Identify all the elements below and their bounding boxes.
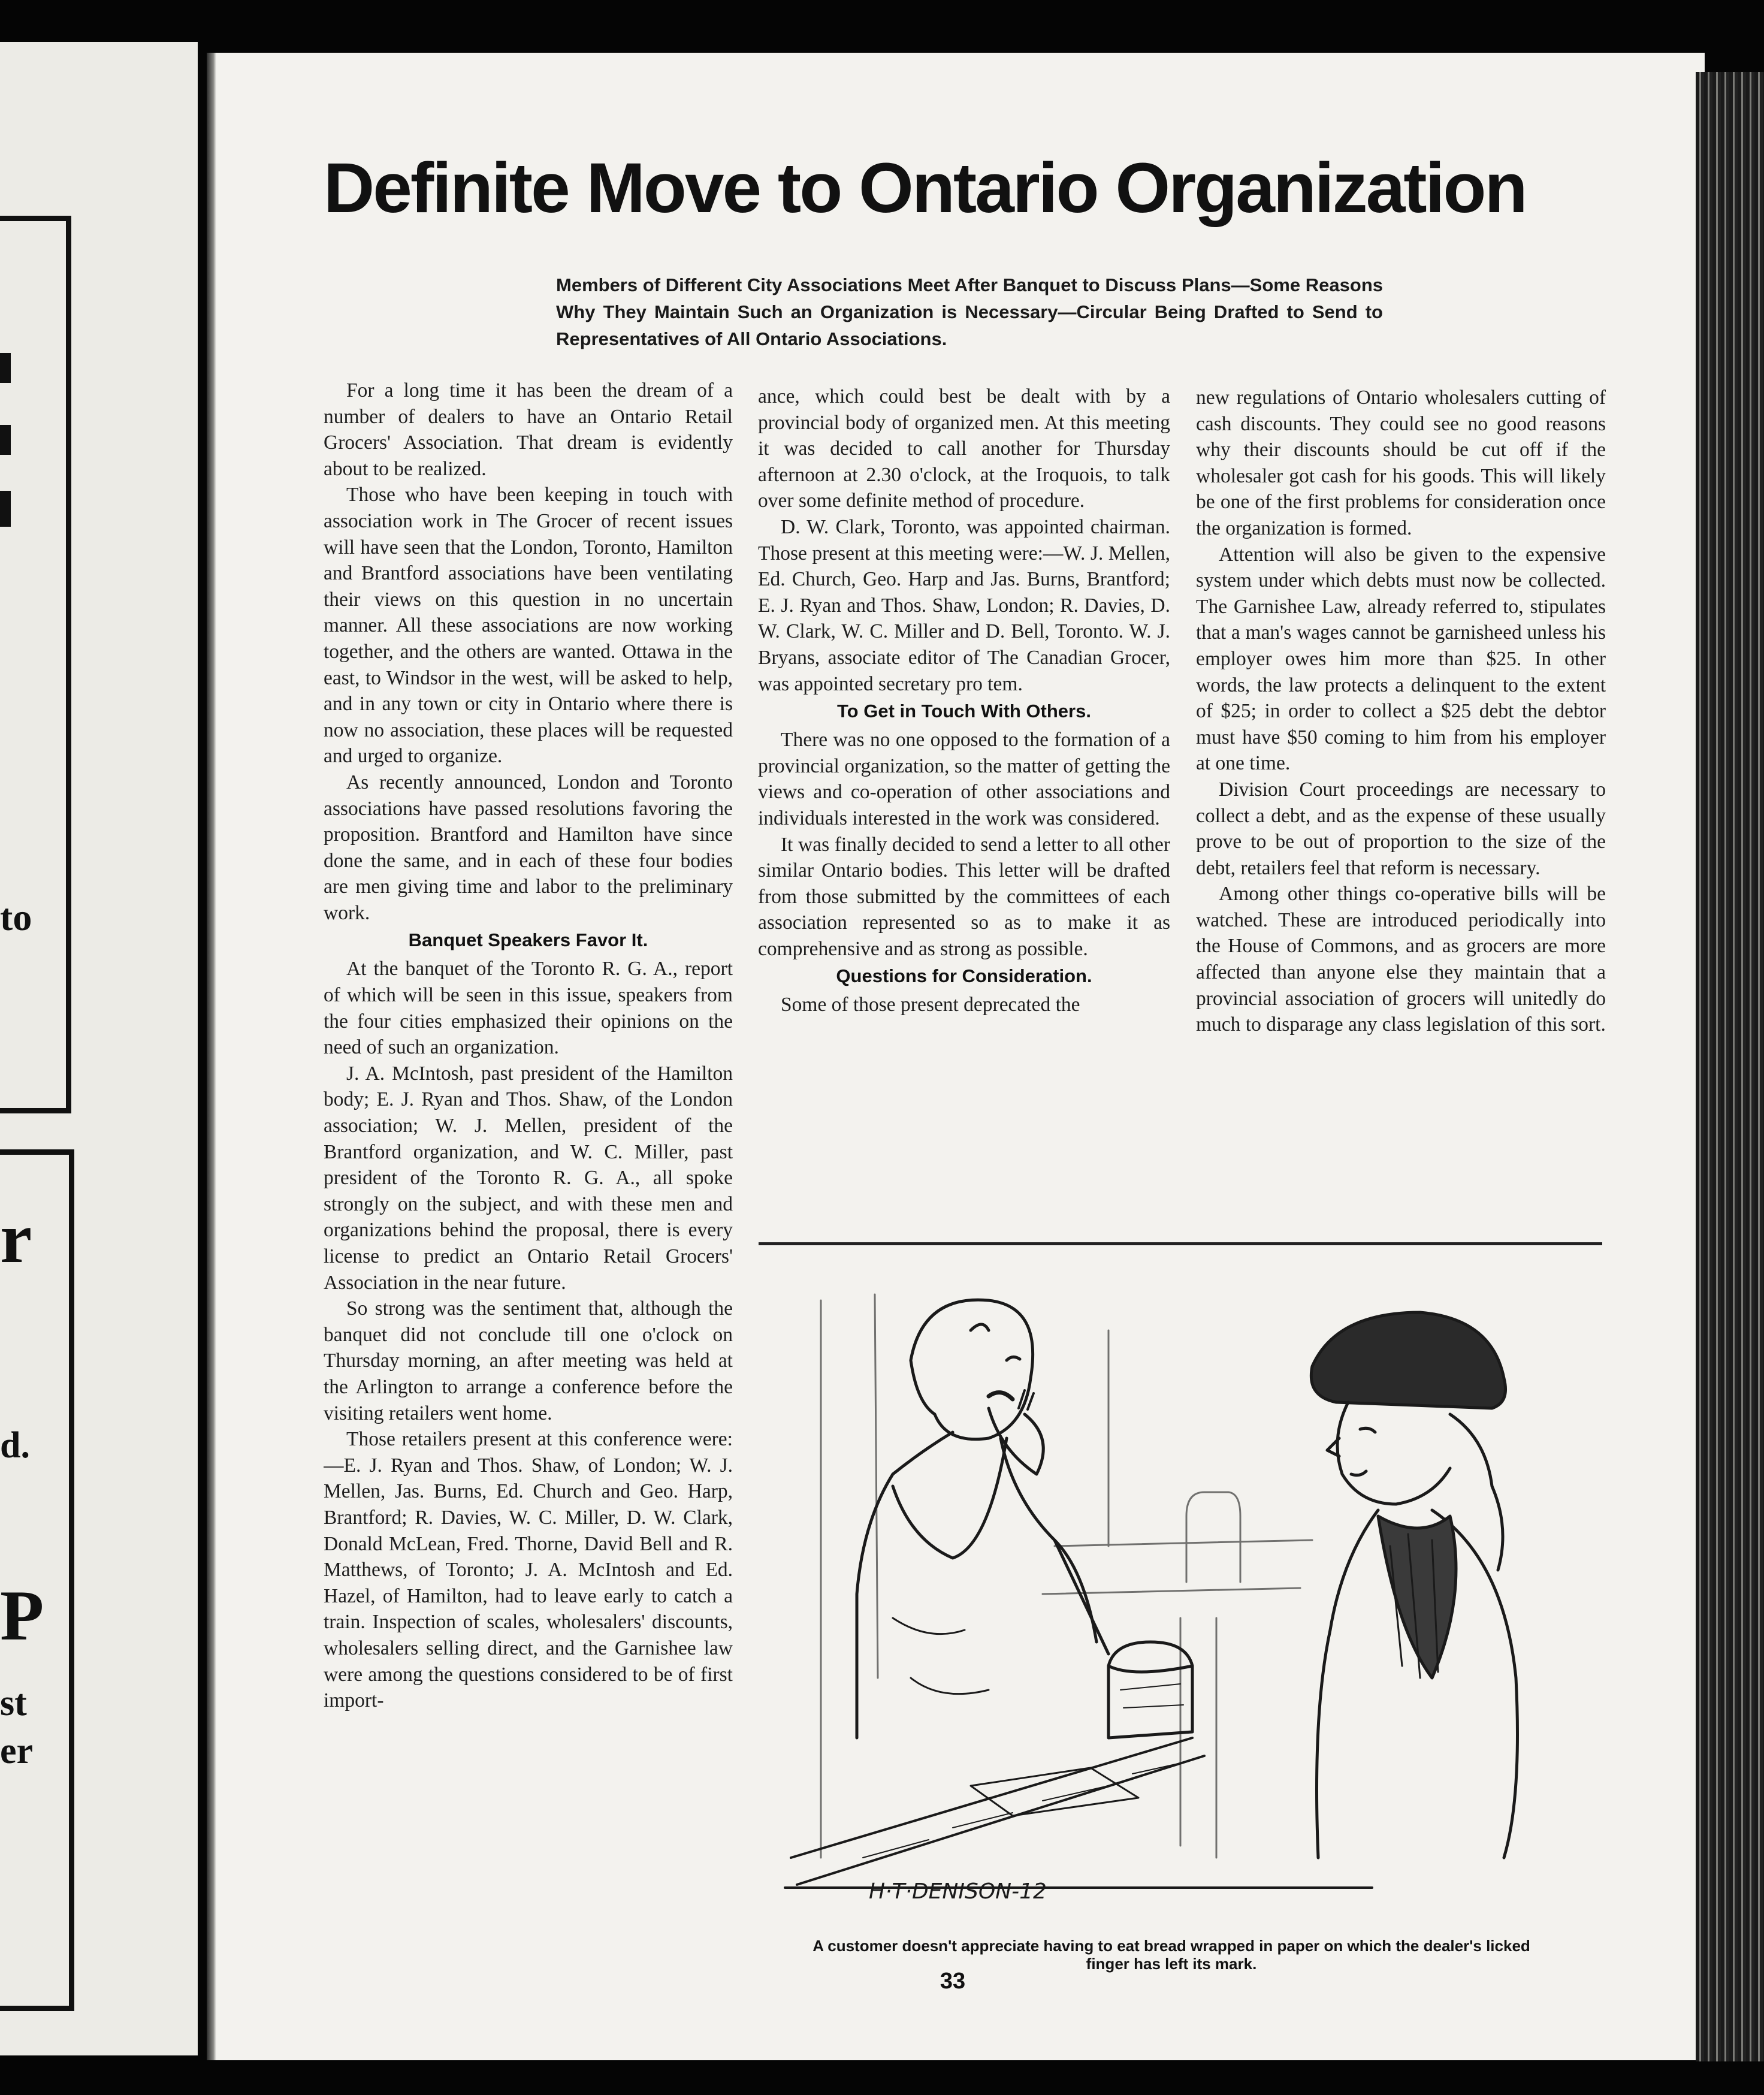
- paragraph: As recently announced, London and Toronto associations have passed resolutions favoring the proposition. Brantford and Hamilton have since done the same, and in each of these four bodies are men giving time and labor to the preliminary work.: [324, 771, 733, 924]
- article-headline: Definite Move to Ontario Organization: [324, 149, 1526, 228]
- advert-fragment: to: [0, 896, 32, 938]
- paragraph: So strong was the sentiment that, although the banquet did not conclude till one o'clock on Thursday morning, an after meeting was held at the Arlington to arrange a conference before the visiting retailers went home.: [324, 1297, 733, 1424]
- text-column-1: [324, 378, 733, 1972]
- paragraph: Some of those present deprecated the: [781, 994, 1080, 1016]
- advert-glyph-bar: [0, 491, 11, 527]
- advert-box-top: [0, 216, 71, 1113]
- advert-glyph-bar: [0, 353, 11, 383]
- artist-signature: H·T·DENISON-12: [869, 1879, 1047, 1904]
- paragraph: It was finally decided to send a letter to all other similar Ontario bodies. This letter will be drafted from those submitted by the committees of each association represented so as to make it as comprehensive and as strong as possible.: [758, 833, 1170, 960]
- paragraph: At the banquet of the Toronto R. G. A., report of which will be seen in this issue, speakers from the four cities emphasized their opinions on the need of such an organization.: [324, 958, 733, 1059]
- paragraph: ance, which could best be dealt with by a provincial body of organized men. At this meeting it was decided to call another for Thursday afternoon at 2.30 o'clock, at the Iroquois, to talk over some definite method of procedure.: [758, 385, 1170, 512]
- paragraph: Division Court proceedings are necessary to collect a debt, and as the expense of these usually prove to be out of proportion to the size of the debt, retailers feel that reform is necessary.: [1196, 778, 1606, 879]
- paragraph: new regulations of Ontario wholesalers cutting of cash discounts. They could see no good reasons why their discounts should be cut off if the wholesaler got cash for his goods. This will likely be one of the first problems for consideration once the organization is formed.: [1196, 387, 1606, 539]
- paragraph: For a long time it has been the dream of a number of dealers to have an Ontario Retail Grocers' Association. That dream is evidently about to be realized.: [324, 379, 733, 480]
- text-column-3: [1196, 385, 1606, 1212]
- cartoon-illustration: [773, 1258, 1576, 1915]
- paragraph: There was no one opposed to the formation of a provincial organization, so the matter of getting the views and co-operation of other associations and individuals interested in the work was considered.: [758, 729, 1170, 829]
- advert-fragment: st: [0, 1683, 27, 1723]
- advert-fragment: d.: [0, 1425, 30, 1466]
- section-divider-rule: [759, 1242, 1602, 1245]
- paragraph: Those retailers present at this conference were:—E. J. Ryan and Thos. Shaw, of London; W. J. Mellen, Jas. Burns, Ed. Church and Geo. Harp, Brantford; R. Davies, W. C. Miller, D. W. Clark, Donald McLean, Fred. Thorne, David Bell and R. Matthews, of Toronto; J. A. McIntosh and Ed. Hazel, of Hamilton, had to leave early to catch a train. Inspection of scales, wholesalers' discounts, wholesalers selling direct, and the Garnishee law were among the questions considered to be of first import-: [324, 1428, 733, 1712]
- paragraph: Those who have been keeping in touch with association work in The Grocer of recent issues will have seen that the London, Toronto, Hamilton and Brantford associations have been ventilating their views on this question in no uncertain manner. All these associations are now working together, and the others are wanted. Ottawa in the east, to Windsor in the west, will be asked to help, and in any town or city in Ontario where there is now no association, these places will be requested and urged to organize.: [324, 484, 733, 768]
- grocer-figure: [857, 1300, 1108, 1738]
- shop-background: [821, 1294, 1312, 1858]
- advert-box-bottom: [0, 1149, 74, 2011]
- previous-page-edge: [0, 42, 198, 2055]
- page-binding-shadow: [207, 53, 216, 2060]
- paragraph: D. W. Clark, Toronto, was appointed chairman. Those present at this meeting were:—W. J. Mellen, Ed. Church, Geo. Harp and Jas. Burns, Brantford; E. J. Ryan and Thos. Shaw, London; R. Davies, D. W. Clark, W. C. Miller and D. Bell, Toronto. W. J. Bryans, associate editor of The Canadian Grocer, was appointed secretary pro tem.: [758, 515, 1170, 695]
- advert-fragment: r: [0, 1198, 32, 1278]
- paragraph: J. A. McIntosh, past president of the Hamilton body; E. J. Ryan and Thos. Shaw, of the London association; W. J. Mellen, president of the Brantford organization, and W. C. Miller, past president of the Toronto R. G. A., all spoke strongly on the subject, and with these men and organizations behind the proposal, there is every license to predict an Ontario Retail Grocers' Association in the near future.: [324, 1062, 733, 1294]
- section-heading: To Get in Touch With Others.: [837, 701, 1091, 722]
- shop-counter: [785, 1738, 1372, 1888]
- book-page-edges: [1696, 72, 1764, 2061]
- advert-fragment: P: [0, 1575, 44, 1655]
- page-number: 33: [940, 1969, 966, 1994]
- paragraph: Attention will also be given to the expensive system under which debts must now be collected. The Garnishee Law, already referred to, stipulates that a man's wages cannot be garnisheed unless his employer owes him more than $25. In other words, the law protects a delinquent to the extent of $25; in order to collect a $25 debt the debtor must have $50 coming to him from his employer at one time.: [1196, 543, 1606, 775]
- section-heading: Questions for Consideration.: [836, 965, 1092, 987]
- section-heading: Banquet Speakers Favor It.: [408, 929, 648, 951]
- article-subhead: Members of Different City Associations Meet After Banquet to Discuss Plans—Some Reasons Why They Maintain Such an Organization is Necessary—Circular Being Drafted to Send to Representatives of All Ontario Associations.: [556, 274, 1383, 349]
- cartoon-caption: A customer doesn't appreciate having to eat bread wrapped in paper on which the dealer's licked finger has left its mark.: [812, 1937, 1530, 1973]
- paragraph: Among other things co-operative bills will be watched. These are introduced periodically into the House of Commons, and as grocers are more affected than anyone else they maintain that a provincial association of grocers will unitedly do much to disparage any class legislation of this sort.: [1196, 883, 1606, 1036]
- advert-glyph-bar: [0, 425, 11, 455]
- customer-figure: [1311, 1312, 1517, 1858]
- advert-fragment: er: [0, 1731, 34, 1771]
